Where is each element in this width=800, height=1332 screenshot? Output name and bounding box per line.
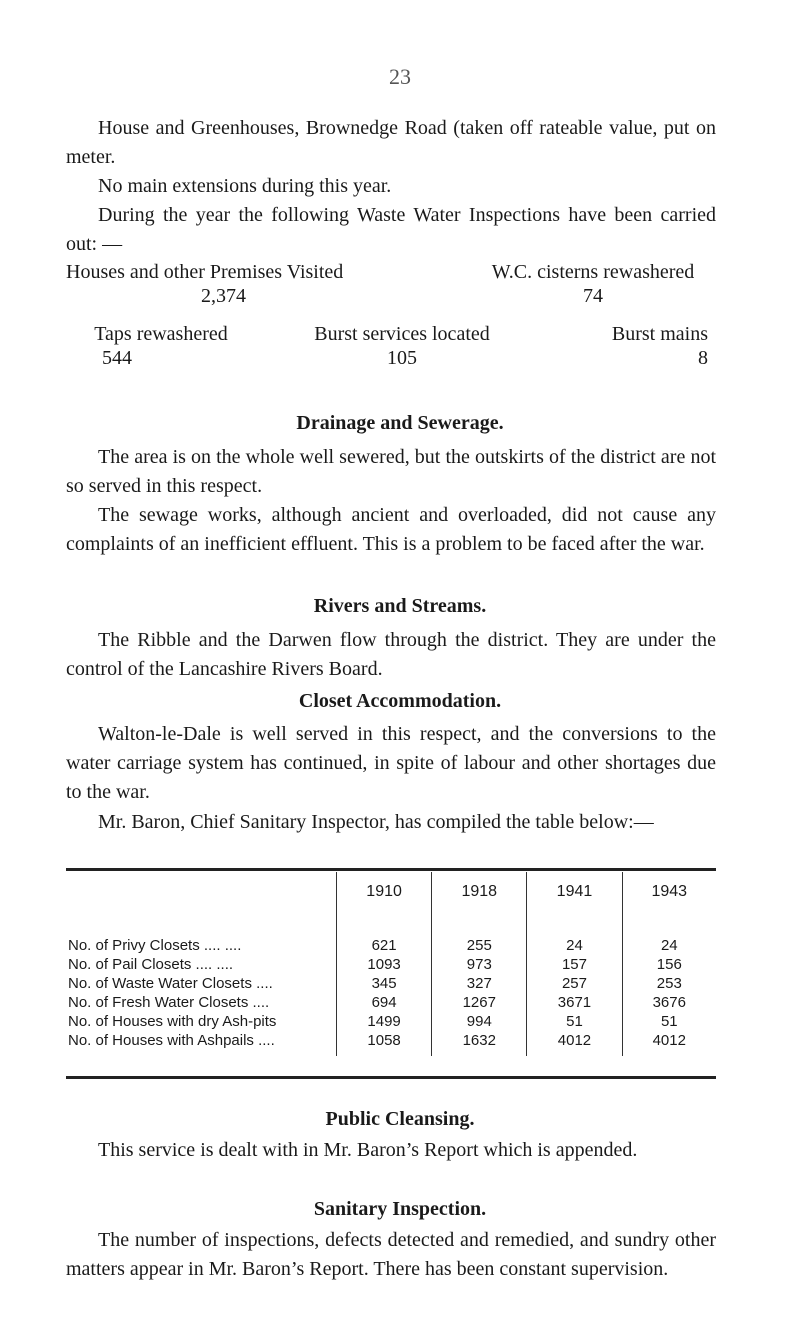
table-header-blank <box>66 872 337 912</box>
heading-rivers: Rivers and Streams. <box>313 595 487 617</box>
row-label: No. of Houses with dry Ash-pits <box>68 1013 277 1030</box>
table-header-row <box>66 872 716 912</box>
paragraph-walton: Walton-le-Dale is well served in this respect, and the conversions to the water carriage system has continued, in spite of labour and other shortages due to the war. <box>66 723 716 803</box>
stat-label: Houses and other Premises Visited <box>66 261 344 283</box>
paragraph-sanitary: The number of inspections, defects detected and remedied, and sundry other matters appear in Mr. Baron’s Report. There has been constant supervision. <box>66 1229 716 1280</box>
cell-value: 994 <box>432 1012 527 1031</box>
stat-houses-visited <box>66 260 343 308</box>
cell-value: 51 <box>622 1012 716 1031</box>
stat-burst-mains <box>568 322 708 370</box>
row-label: No. of Waste Water Closets .... <box>68 975 273 992</box>
paragraph-main-extensions: No main extensions during this year. <box>98 175 392 197</box>
heading-cleansing: Public Cleansing. <box>325 1108 475 1130</box>
cell-value: 157 <box>527 955 622 974</box>
closets-table <box>66 872 716 1056</box>
paragraph-sewage-works: The sewage works, although ancient and overloaded, did not cause any complaints of an inefficient effluent. This is a problem to be faced after the war. <box>66 504 716 555</box>
cell-value: 327 <box>432 974 527 993</box>
stat-value: 2,374 <box>201 285 246 307</box>
cell-value: 1499 <box>337 1012 432 1031</box>
row-label: No. of Privy Closets .... .... <box>68 937 242 954</box>
paragraph-ribble: The Ribble and the Darwen flow through the district. They are under the control of the Lancashire Rivers Board. <box>66 629 716 680</box>
stat-label: Taps rewashered <box>94 323 228 345</box>
table-bottom-rule <box>66 1076 716 1079</box>
table-row <box>66 993 716 1012</box>
heading-sanitary: Sanitary Inspection. <box>313 1198 487 1220</box>
cell-value: 156 <box>622 955 716 974</box>
cell-value: 1093 <box>337 955 432 974</box>
cell-value: 4012 <box>527 1031 622 1050</box>
page-number: 23 <box>389 64 411 89</box>
stat-burst-services <box>292 322 512 370</box>
cell-value: 694 <box>337 993 432 1012</box>
cell-value: 973 <box>432 955 527 974</box>
table-header-year: 1910 <box>337 872 432 912</box>
paragraph-baron-table: Mr. Baron, Chief Sanitary Inspector, has compiled the table below:— <box>98 811 654 833</box>
stat-value: 8 <box>698 347 708 369</box>
table-spacer-row <box>66 1050 716 1056</box>
stat-value: 544 <box>102 347 132 369</box>
row-label: No. of Fresh Water Closets .... <box>68 994 270 1011</box>
cell-value: 1267 <box>432 993 527 1012</box>
table-header-year: 1941 <box>527 872 622 912</box>
table-row <box>66 974 716 993</box>
table-top-rule <box>66 868 716 871</box>
cell-value: 257 <box>527 974 622 993</box>
cell-value: 1058 <box>337 1031 432 1050</box>
table-header-year: 1943 <box>622 872 716 912</box>
row-label: No. of Houses with Ashpails .... <box>68 1032 275 1049</box>
paragraph-cleansing: This service is dealt with in Mr. Baron’s Report which is appended. <box>98 1139 638 1161</box>
cell-value: 3676 <box>622 993 716 1012</box>
paragraph-sewered: The area is on the whole well sewered, but the outskirts of the district are not so served in this respect. <box>66 446 716 497</box>
stat-wc-cisterns <box>470 260 716 308</box>
paragraph-greenhouses: House and Greenhouses, Brownedge Road (taken off rateable value, put on meter. <box>66 117 716 168</box>
heading-drainage: Drainage and Sewerage. <box>296 412 504 434</box>
cell-value: 51 <box>527 1012 622 1031</box>
stat-value: 74 <box>583 285 603 307</box>
table-header-year: 1918 <box>432 872 527 912</box>
row-label: No. of Pail Closets .... .... <box>68 956 234 973</box>
stat-value: 105 <box>387 347 417 369</box>
stat-taps <box>86 322 236 370</box>
cell-value: 4012 <box>622 1031 716 1050</box>
cell-value: 24 <box>622 936 716 955</box>
stat-label: Burst mains <box>611 323 708 345</box>
cell-value: 345 <box>337 974 432 993</box>
stat-label: Burst services located <box>314 323 490 345</box>
paragraph-waste-water: During the year the following Waste Water Inspections have been carried out: — <box>66 204 716 255</box>
cell-value: 1632 <box>432 1031 527 1050</box>
heading-closet: Closet Accommodation. <box>298 690 502 712</box>
table-spacer-row <box>66 912 716 936</box>
cell-value: 255 <box>432 936 527 955</box>
cell-value: 253 <box>622 974 716 993</box>
table-row <box>66 1012 716 1031</box>
table-row <box>66 955 716 974</box>
table-row <box>66 936 716 955</box>
cell-value: 3671 <box>527 993 622 1012</box>
cell-value: 621 <box>337 936 432 955</box>
table-row <box>66 1031 716 1050</box>
cell-value: 24 <box>527 936 622 955</box>
stat-label: W.C. cisterns rewashered <box>491 261 695 283</box>
